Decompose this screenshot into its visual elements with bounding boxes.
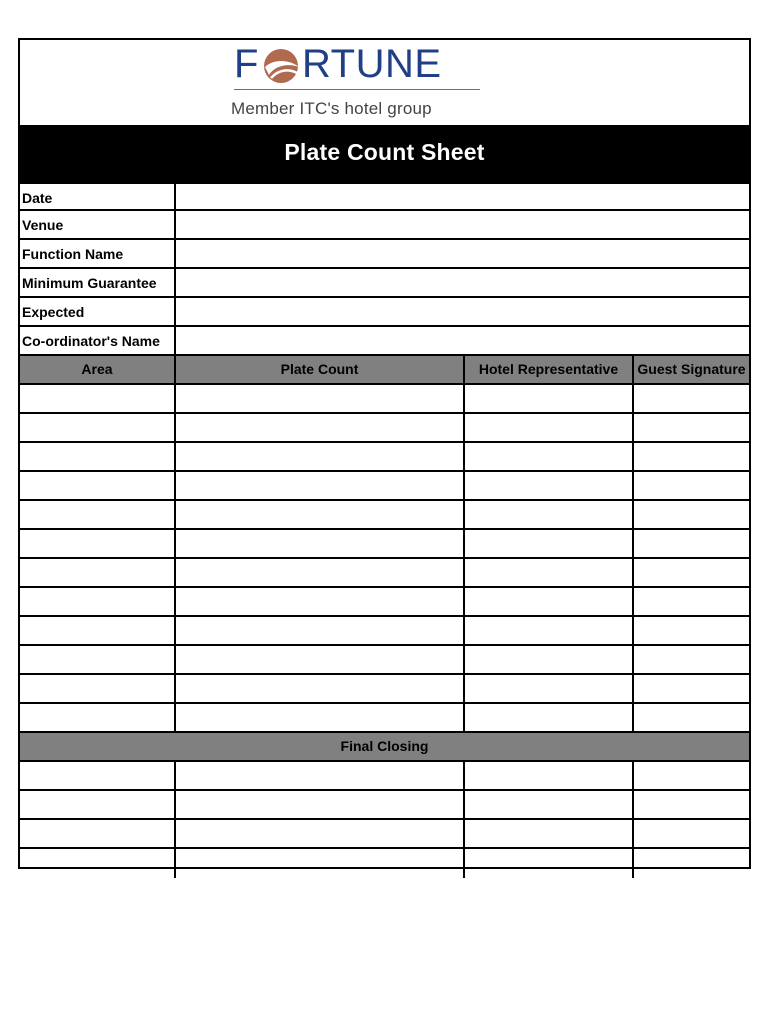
table-row	[20, 675, 749, 704]
table-row	[20, 820, 749, 849]
table-row	[20, 385, 749, 414]
plate-count-sheet	[18, 38, 751, 869]
table-cell[interactable]	[20, 762, 174, 789]
table-cell[interactable]	[174, 762, 463, 789]
column-header: Guest Signature	[632, 356, 749, 383]
table-cell[interactable]	[174, 791, 463, 818]
logo-letters-rtune: RTUNE	[302, 42, 442, 86]
info-label: Minimum Guarantee	[22, 275, 157, 291]
table-cell[interactable]	[20, 646, 174, 673]
table-cell[interactable]	[174, 820, 463, 847]
table-cell[interactable]	[632, 791, 749, 818]
table-cell[interactable]	[174, 443, 463, 470]
table-cell[interactable]	[463, 617, 632, 644]
table-cell[interactable]	[632, 443, 749, 470]
logo-header	[20, 40, 749, 125]
table-row	[20, 530, 749, 559]
logo-divider	[234, 89, 480, 90]
info-row	[20, 269, 749, 298]
info-label: Function Name	[22, 246, 124, 262]
table-cell[interactable]	[174, 675, 463, 702]
table-cell[interactable]	[20, 472, 174, 499]
sheet-title: Plate Count Sheet	[20, 125, 749, 182]
column-header: Area	[81, 361, 113, 377]
table-cell[interactable]	[463, 414, 632, 441]
table-row	[20, 704, 749, 733]
info-value-field[interactable]	[174, 269, 749, 296]
table-cell[interactable]	[632, 762, 749, 789]
table-cell[interactable]	[463, 849, 632, 878]
table-cell[interactable]	[632, 559, 749, 586]
table-cell[interactable]	[463, 559, 632, 586]
table-cell[interactable]	[174, 472, 463, 499]
info-row	[20, 298, 749, 327]
logo-o-swirl-icon	[259, 45, 303, 89]
table-row	[20, 762, 749, 791]
info-label: Venue	[22, 217, 64, 233]
table-cell[interactable]	[174, 385, 463, 412]
table-cell[interactable]	[463, 501, 632, 528]
table-row	[20, 472, 749, 501]
logo-letter-f: F	[234, 42, 259, 86]
logo-tagline: Member ITC's hotel group	[231, 99, 432, 118]
table-cell[interactable]	[174, 617, 463, 644]
table-cell[interactable]	[632, 646, 749, 673]
table-row	[20, 443, 749, 472]
table-cell[interactable]	[20, 588, 174, 615]
table-cell[interactable]	[632, 472, 749, 499]
table-cell[interactable]	[174, 559, 463, 586]
table-row	[20, 559, 749, 588]
table-cell[interactable]	[20, 501, 174, 528]
table-cell[interactable]	[632, 675, 749, 702]
table-cell[interactable]	[174, 530, 463, 557]
table-cell[interactable]	[463, 646, 632, 673]
info-value-field[interactable]	[174, 327, 749, 354]
info-row	[20, 182, 749, 211]
table-row	[20, 646, 749, 675]
table-cell[interactable]	[632, 385, 749, 412]
table-cell[interactable]	[632, 704, 749, 731]
table-cell[interactable]	[20, 849, 174, 878]
table-cell[interactable]	[174, 849, 463, 878]
info-value-field[interactable]	[174, 298, 749, 325]
table-cell[interactable]	[463, 472, 632, 499]
table-cell[interactable]	[174, 646, 463, 673]
info-value-field[interactable]	[174, 240, 749, 267]
table-cell[interactable]	[20, 559, 174, 586]
info-label: Expected	[22, 304, 85, 320]
table-cell[interactable]	[20, 617, 174, 644]
table-cell[interactable]	[463, 588, 632, 615]
table-row	[20, 849, 749, 878]
final-closing-bar	[20, 733, 749, 762]
table-cell[interactable]	[632, 849, 749, 878]
table-cell[interactable]	[632, 414, 749, 441]
table-cell[interactable]	[20, 530, 174, 557]
info-value-field[interactable]	[174, 211, 749, 238]
table-cell[interactable]	[632, 530, 749, 557]
table-cell[interactable]	[632, 820, 749, 847]
table-cell[interactable]	[632, 588, 749, 615]
info-label: Co-ordinator's Name	[22, 333, 160, 349]
table-cell[interactable]	[174, 704, 463, 731]
table-row	[20, 617, 749, 646]
table-row	[20, 501, 749, 530]
table-cell[interactable]	[463, 791, 632, 818]
table-header-row	[20, 356, 749, 385]
table-cell[interactable]	[174, 414, 463, 441]
table-row	[20, 588, 749, 617]
info-label: Date	[22, 190, 53, 206]
table-cell[interactable]	[20, 820, 174, 847]
fortune-logo	[234, 42, 484, 86]
table-cell[interactable]	[174, 588, 463, 615]
table-cell[interactable]	[174, 501, 463, 528]
table-cell[interactable]	[20, 443, 174, 470]
info-row	[20, 240, 749, 269]
table-cell[interactable]	[463, 704, 632, 731]
table-cell[interactable]	[463, 443, 632, 470]
table-cell[interactable]	[20, 704, 174, 731]
table-cell[interactable]	[20, 791, 174, 818]
column-header: Plate Count	[174, 356, 463, 383]
final-closing-label: Final Closing	[340, 738, 429, 754]
table-cell[interactable]	[20, 675, 174, 702]
table-cell[interactable]	[20, 414, 174, 441]
table-cell[interactable]	[463, 762, 632, 789]
table-cell[interactable]	[463, 385, 632, 412]
table-row	[20, 791, 749, 820]
info-value-field[interactable]	[174, 184, 749, 209]
table-cell[interactable]	[632, 501, 749, 528]
table-cell[interactable]	[463, 675, 632, 702]
column-header: Hotel Representative	[463, 356, 632, 383]
table-row	[20, 414, 749, 443]
table-cell[interactable]	[463, 820, 632, 847]
table-cell[interactable]	[463, 530, 632, 557]
table-cell[interactable]	[20, 385, 174, 412]
table-cell[interactable]	[632, 617, 749, 644]
info-row	[20, 211, 749, 240]
info-row	[20, 327, 749, 356]
